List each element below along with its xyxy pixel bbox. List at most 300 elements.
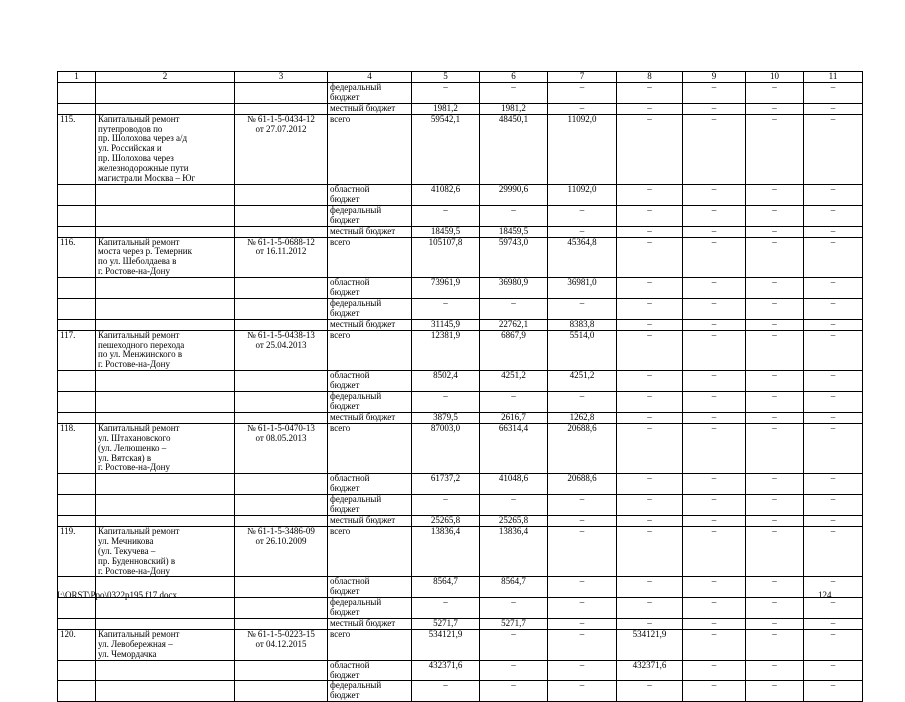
amount-cell: – [548, 515, 617, 526]
amount-cell: – [683, 237, 746, 278]
amount-cell: – [480, 681, 548, 702]
conclusion-number [235, 278, 328, 299]
amount-cell: – [746, 237, 804, 278]
object-name-line: пр. Шолохова через а/д [98, 133, 188, 144]
amount-cell: 61737,2 [412, 474, 480, 495]
amount-cell: 4251,2 [480, 371, 548, 392]
amount-cell: – [804, 577, 863, 598]
funding-source-line: бюджет [330, 307, 360, 318]
funding-source-line: федеральный [330, 205, 382, 215]
amount-cell: – [804, 526, 863, 577]
amount-cell: – [746, 474, 804, 495]
amount-cell: – [683, 392, 746, 413]
object-name-line: пешеходного перехода [98, 339, 185, 350]
row-number: 115. [58, 114, 96, 184]
row-number [58, 474, 96, 495]
funding-source [328, 114, 412, 184]
funding-source [328, 598, 412, 619]
object-name [96, 619, 235, 630]
table-row [58, 598, 863, 619]
amount-cell: 6867,9 [480, 330, 548, 371]
amount-cell: – [746, 114, 804, 184]
amount-cell: – [617, 319, 683, 330]
funding-source-line: областной [330, 184, 370, 194]
amount-cell: – [804, 412, 863, 423]
conclusion-number [235, 474, 328, 495]
amount-cell: – [617, 298, 683, 319]
amount-cell: – [548, 298, 617, 319]
amount-cell: – [548, 82, 617, 103]
amount-cell: 105107,8 [412, 237, 480, 278]
amount-cell: 66314,4 [480, 423, 548, 474]
table-row [58, 412, 863, 423]
amount-cell: 1981,2 [412, 103, 480, 114]
row-number [58, 495, 96, 516]
amount-cell: – [804, 681, 863, 702]
funding-source [328, 103, 412, 114]
amount-cell: – [804, 184, 863, 205]
amount-cell: – [746, 205, 804, 226]
row-number: 118. [58, 423, 96, 474]
conclusion-number [235, 319, 328, 330]
amount-cell: – [683, 205, 746, 226]
amount-cell: – [617, 82, 683, 103]
amount-cell: – [746, 598, 804, 619]
funding-source [328, 495, 412, 516]
amount-cell: – [617, 205, 683, 226]
amount-cell: – [683, 423, 746, 474]
table-row [58, 474, 863, 495]
amount-cell: – [683, 619, 746, 630]
funding-source [328, 660, 412, 681]
conclusion-number [235, 371, 328, 392]
amount-cell: – [617, 278, 683, 299]
amount-cell: 25265,8 [480, 515, 548, 526]
object-name [96, 205, 235, 226]
object-name-line: железнодорожные пути [98, 163, 189, 174]
amount-cell: 20688,6 [548, 423, 617, 474]
amount-cell: 20688,6 [548, 474, 617, 495]
object-name-line: ул. Левобережная – [98, 638, 173, 649]
amount-cell: – [683, 598, 746, 619]
amount-cell: – [617, 681, 683, 702]
amount-cell: – [804, 629, 863, 660]
object-name-line: г. Ростове-на-Дону [98, 462, 170, 473]
amount-cell: – [804, 298, 863, 319]
amount-cell: – [804, 660, 863, 681]
object-name-line: (ул. Текучева – [98, 545, 156, 556]
amount-cell: – [804, 237, 863, 278]
object-name [96, 495, 235, 516]
row-number: 117. [58, 330, 96, 371]
row-number [58, 226, 96, 237]
amount-cell: – [746, 681, 804, 702]
column-number: 2 [96, 72, 235, 83]
amount-cell: 41048,6 [480, 474, 548, 495]
row-number [58, 205, 96, 226]
amount-cell: 4251,2 [548, 371, 617, 392]
object-name [96, 423, 235, 474]
amount-cell: – [548, 629, 617, 660]
amount-cell: 13836,4 [480, 526, 548, 577]
object-name-line: Капитальный ремонт [98, 423, 180, 433]
funding-source-line: местный бюджет [330, 103, 396, 113]
conclusion-number-line: № 61-1-5-0470-13 [247, 423, 315, 433]
object-name [96, 474, 235, 495]
amount-cell: 11092,0 [548, 184, 617, 205]
amount-cell: 36980,9 [480, 278, 548, 299]
amount-cell: – [804, 392, 863, 413]
conclusion-number [235, 619, 328, 630]
object-name-line: по ул. Шеболдаева в [98, 256, 177, 267]
conclusion-number-line: № 61-1-5-0223-15 [247, 629, 315, 639]
funding-source-line: областной [330, 660, 370, 670]
amount-cell: – [746, 298, 804, 319]
column-number: 1 [58, 72, 96, 83]
amount-cell: 25265,8 [412, 515, 480, 526]
object-name-line: ул. Вятская) в [98, 452, 152, 463]
amount-cell: – [746, 412, 804, 423]
amount-cell: – [617, 474, 683, 495]
funding-source-line: бюджет [330, 401, 360, 411]
column-number: 8 [617, 72, 683, 83]
amount-cell: – [746, 619, 804, 630]
funding-source-line: местный бюджет [330, 515, 396, 525]
amount-cell: – [617, 526, 683, 577]
amount-cell: – [804, 371, 863, 392]
conclusion-number-line: № 61-1-5-0438-13 [247, 330, 315, 340]
funding-source [328, 205, 412, 226]
amount-cell: – [746, 515, 804, 526]
table-row [58, 184, 863, 205]
object-name [96, 681, 235, 702]
table-row [58, 330, 863, 371]
conclusion-number [235, 82, 328, 103]
funding-source [328, 330, 412, 371]
row-number: 116. [58, 237, 96, 278]
amount-cell: – [683, 226, 746, 237]
column-number: 3 [235, 72, 328, 83]
object-name [96, 660, 235, 681]
amount-cell: – [746, 319, 804, 330]
amount-cell: – [617, 226, 683, 237]
object-name [96, 330, 235, 371]
row-number [58, 598, 96, 619]
conclusion-number-line: от 27.07.2012 [255, 123, 307, 134]
amount-cell: – [683, 526, 746, 577]
amount-cell: 5514,0 [548, 330, 617, 371]
funding-source [328, 515, 412, 526]
object-name-line: ул. Российская и [98, 143, 162, 154]
object-name-line: Капитальный ремонт [98, 629, 180, 639]
row-number [58, 412, 96, 423]
conclusion-number [235, 423, 328, 474]
object-name-line: г. Ростове-на-Дону [98, 565, 170, 576]
amount-cell: – [804, 319, 863, 330]
column-number: 9 [683, 72, 746, 83]
row-number [58, 681, 96, 702]
amount-cell: 534121,9 [617, 629, 683, 660]
row-number [58, 515, 96, 526]
conclusion-number-line: № 61-1-5-3486-09 [247, 526, 315, 536]
amount-cell: 8502,4 [412, 371, 480, 392]
amount-cell: 29990,6 [480, 184, 548, 205]
amount-cell: – [412, 205, 480, 226]
amount-cell: – [480, 495, 548, 516]
budget-table [57, 71, 863, 702]
object-name-line: пр. Шолохова через [98, 153, 174, 164]
column-number: 6 [480, 72, 548, 83]
object-name-line: путепроводов по [98, 123, 163, 134]
conclusion-number-line: от 26.10.2009 [255, 535, 307, 546]
amount-cell: – [480, 298, 548, 319]
object-name-line: моста через р. Темерник [98, 246, 192, 257]
row-number [58, 103, 96, 114]
funding-source [328, 526, 412, 577]
funding-source-line: бюджет [330, 607, 360, 618]
funding-source [328, 82, 412, 103]
object-name [96, 82, 235, 103]
conclusion-number [235, 681, 328, 702]
amount-cell: – [548, 681, 617, 702]
amount-cell: – [617, 392, 683, 413]
funding-source [328, 226, 412, 237]
amount-cell: 534121,9 [412, 629, 480, 660]
amount-cell: 87003,0 [412, 423, 480, 474]
conclusion-number-line: от 16.11.2012 [255, 246, 307, 257]
amount-cell: 48450,1 [480, 114, 548, 184]
object-name-line: ул. Штахановского [98, 432, 171, 443]
column-number: 10 [746, 72, 804, 83]
amount-cell: – [683, 474, 746, 495]
funding-source [328, 681, 412, 702]
object-name [96, 298, 235, 319]
funding-source [328, 474, 412, 495]
conclusion-number [235, 226, 328, 237]
funding-source-line: местный бюджет [330, 226, 396, 236]
amount-cell: 45364,8 [548, 237, 617, 278]
table-row [58, 237, 863, 278]
amount-cell: – [548, 103, 617, 114]
table-row [58, 619, 863, 630]
amount-cell: – [746, 226, 804, 237]
amount-cell: – [412, 392, 480, 413]
amount-cell: – [683, 184, 746, 205]
conclusion-number [235, 598, 328, 619]
amount-cell: – [617, 619, 683, 630]
amount-cell: – [804, 82, 863, 103]
conclusion-number-line: от 08.05.2013 [255, 432, 307, 443]
amount-cell: – [746, 184, 804, 205]
table-row [58, 82, 863, 103]
amount-cell: – [617, 371, 683, 392]
funding-source-line: федеральный [330, 494, 382, 505]
funding-source-line: областной [330, 370, 370, 381]
table-row [58, 392, 863, 413]
amount-cell: – [746, 371, 804, 392]
amount-cell: – [804, 474, 863, 495]
conclusion-number [235, 526, 328, 577]
table-row [58, 577, 863, 598]
row-number [58, 298, 96, 319]
amount-cell: 31145,9 [412, 319, 480, 330]
table-row [58, 298, 863, 319]
amount-cell: – [746, 577, 804, 598]
amount-cell: 13836,4 [412, 526, 480, 577]
amount-cell: – [804, 495, 863, 516]
funding-source [328, 577, 412, 598]
amount-cell: 59542,1 [412, 114, 480, 184]
row-number [58, 619, 96, 630]
funding-source [328, 392, 412, 413]
table-row [58, 278, 863, 299]
funding-source [328, 319, 412, 330]
amount-cell: – [804, 330, 863, 371]
amount-cell: – [804, 598, 863, 619]
amount-cell: – [480, 660, 548, 681]
funding-source-line: бюджет [330, 690, 360, 701]
object-name-line: ул. Мечникова [98, 535, 154, 546]
amount-cell: – [683, 319, 746, 330]
amount-cell: – [746, 82, 804, 103]
funding-source [328, 423, 412, 474]
object-name-line: по ул. Менжинского в [98, 349, 183, 360]
amount-cell: 8564,7 [412, 577, 480, 598]
object-name [96, 526, 235, 577]
amount-cell: – [617, 330, 683, 371]
funding-source-line: федеральный [330, 82, 382, 92]
amount-cell: – [548, 226, 617, 237]
funding-source-line: всего [330, 423, 351, 433]
amount-cell: 8564,7 [480, 577, 548, 598]
amount-cell: – [683, 495, 746, 516]
object-name-line: пр. Буденновский) в [98, 555, 176, 566]
funding-source-line: бюджет [330, 380, 360, 391]
row-number [58, 660, 96, 681]
funding-source-line: федеральный [330, 680, 382, 691]
amount-cell: 1262,8 [548, 412, 617, 423]
conclusion-number [235, 412, 328, 423]
amount-cell: – [617, 114, 683, 184]
funding-source-line: бюджет [330, 483, 360, 494]
amount-cell: – [617, 515, 683, 526]
amount-cell: – [480, 629, 548, 660]
table-row [58, 423, 863, 474]
amount-cell: 432371,6 [412, 660, 480, 681]
table-row [58, 629, 863, 660]
amount-cell: – [746, 629, 804, 660]
funding-source-line: бюджет [330, 504, 360, 515]
object-name [96, 184, 235, 205]
amount-cell: – [746, 330, 804, 371]
funding-source-line: областной [330, 473, 370, 484]
funding-source-line: местный бюджет [330, 319, 396, 329]
amount-cell: – [412, 495, 480, 516]
amount-cell: – [683, 114, 746, 184]
object-name-line: г. Ростове-на-Дону [98, 359, 170, 370]
object-name [96, 412, 235, 423]
conclusion-number-line: № 61-1-5-0688-12 [247, 237, 315, 247]
amount-cell: 59743,0 [480, 237, 548, 278]
amount-cell: – [548, 495, 617, 516]
funding-source [328, 278, 412, 299]
row-number [58, 184, 96, 205]
amount-cell: – [804, 114, 863, 184]
object-name-line: Капитальный ремонт [98, 114, 180, 124]
amount-cell: – [683, 330, 746, 371]
amount-cell: – [617, 103, 683, 114]
amount-cell: – [548, 392, 617, 413]
amount-cell: – [548, 619, 617, 630]
object-name-line: Капитальный ремонт [98, 237, 180, 247]
object-name-line: Капитальный ремонт [98, 330, 180, 340]
amount-cell: – [480, 598, 548, 619]
amount-cell: 41082,6 [412, 184, 480, 205]
amount-cell: – [804, 103, 863, 114]
amount-cell: – [617, 423, 683, 474]
footer-file-path: I:\ORST\Ppo\0322p195.f17.docx [57, 590, 178, 600]
conclusion-number [235, 660, 328, 681]
object-name-line: магистрали Москва – Юг [98, 173, 196, 184]
amount-cell: – [804, 515, 863, 526]
amount-cell: – [683, 103, 746, 114]
header-row [58, 72, 863, 83]
conclusion-number [235, 629, 328, 660]
amount-cell: – [746, 526, 804, 577]
page-number: 124 [818, 590, 832, 600]
funding-source-line: бюджет [330, 214, 360, 225]
amount-cell: – [617, 598, 683, 619]
amount-cell: 22762,1 [480, 319, 548, 330]
funding-source-line: бюджет [330, 586, 360, 597]
funding-source-line: бюджет [330, 91, 360, 102]
funding-source-line: местный бюджет [330, 412, 396, 422]
amount-cell: – [683, 577, 746, 598]
amount-cell: 2616,7 [480, 412, 548, 423]
conclusion-number [235, 205, 328, 226]
amount-cell: – [683, 278, 746, 299]
conclusion-number [235, 330, 328, 371]
amount-cell: – [804, 205, 863, 226]
row-number [58, 82, 96, 103]
row-number [58, 319, 96, 330]
row-number [58, 392, 96, 413]
row-number: 119. [58, 526, 96, 577]
funding-source-line: областной [330, 277, 370, 288]
conclusion-number [235, 298, 328, 319]
amount-cell: 1981,2 [480, 103, 548, 114]
amount-cell: – [548, 660, 617, 681]
amount-cell: 73961,9 [412, 278, 480, 299]
amount-cell: – [617, 237, 683, 278]
object-name [96, 226, 235, 237]
conclusion-number [235, 495, 328, 516]
row-number: 120. [58, 629, 96, 660]
row-number [58, 278, 96, 299]
funding-source-line: всего [330, 114, 351, 124]
amount-cell: – [746, 660, 804, 681]
amount-cell: 5271,7 [480, 619, 548, 630]
object-name [96, 515, 235, 526]
amount-cell: – [412, 598, 480, 619]
amount-cell: – [746, 495, 804, 516]
amount-cell: – [412, 82, 480, 103]
table-row [58, 515, 863, 526]
table-row [58, 205, 863, 226]
amount-cell: – [617, 495, 683, 516]
amount-cell: 3879,5 [412, 412, 480, 423]
conclusion-number [235, 392, 328, 413]
